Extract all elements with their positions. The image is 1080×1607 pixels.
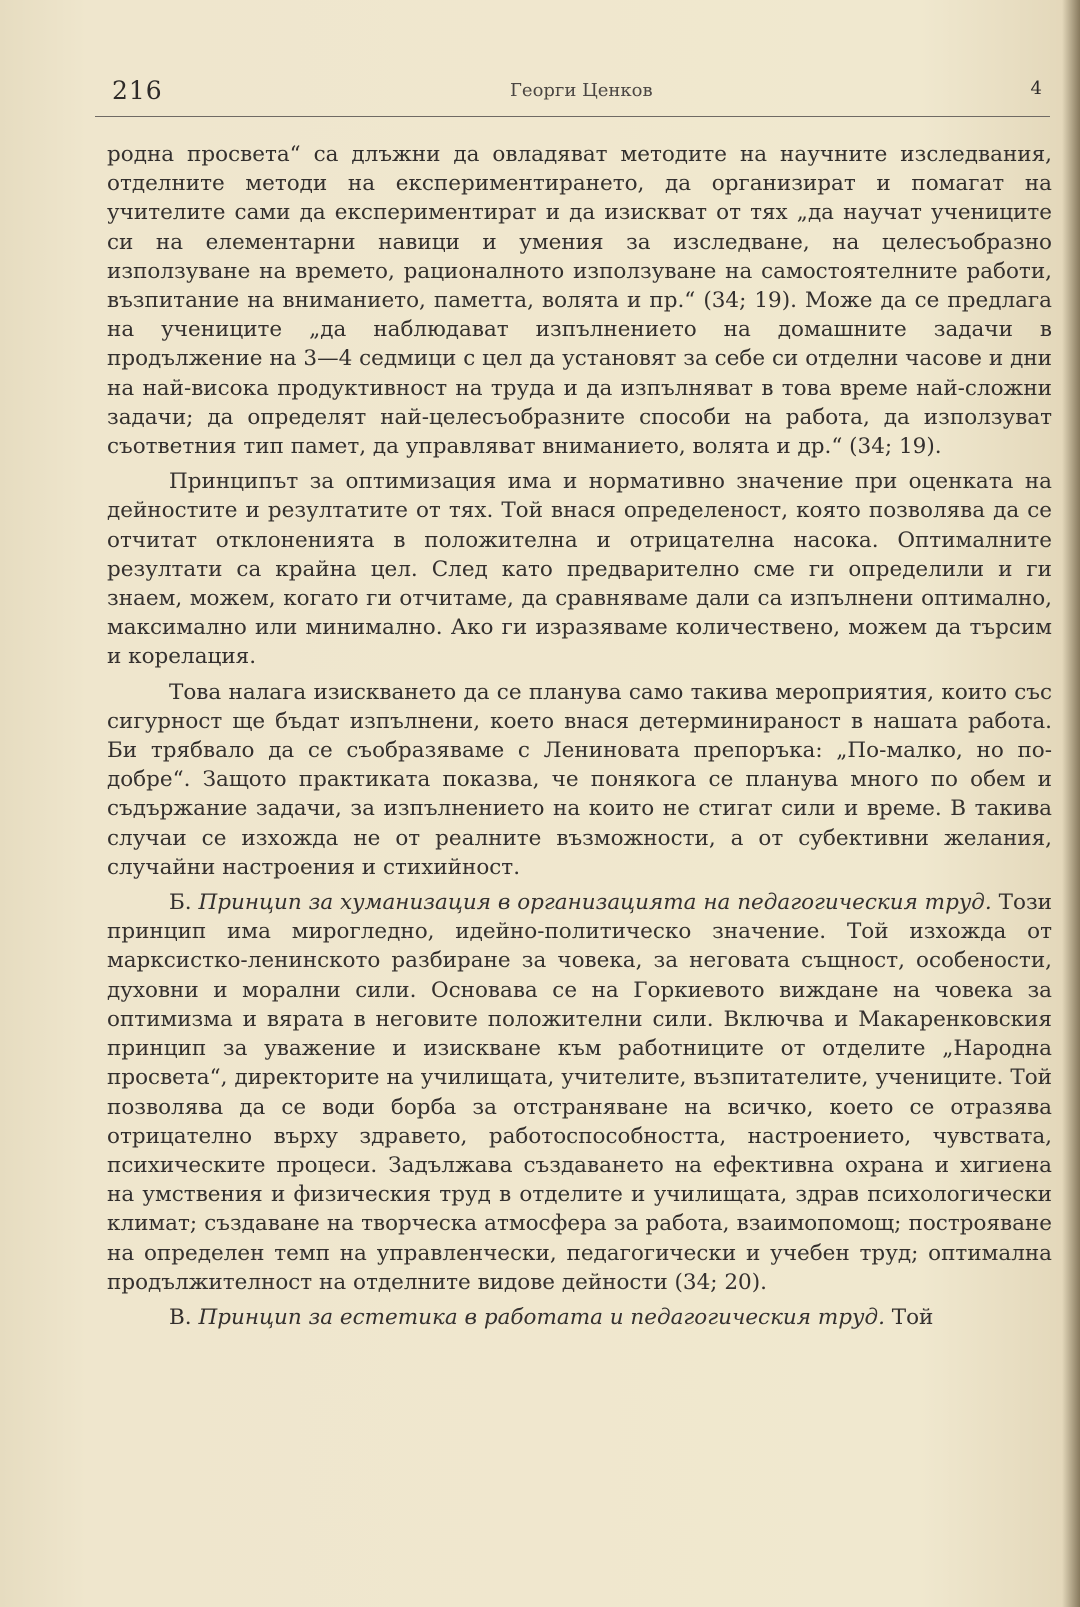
paragraph-4 (107, 888, 1052, 1297)
paragraph-3-text: Това налага изискването да се планува само такива мероприятия, които със сигурност ще бъдат изпълнени, което внася детерминираност в нашата работа. Би трябвало да се съобразяваме с Лениновата препоръка: „По-малко, но по-добре“. Защото практиката показва, че понякога се планува много по обем и съдържание задачи, за изпълнението на които не стигат сили и време. В такива случаи се изхожда не от реалните възможности, а от субективни желания, случайни настроения и стихийност. (107, 679, 1052, 880)
running-header (112, 72, 1056, 112)
page-edge-shadow (1062, 0, 1080, 1607)
paragraph-1-text: родна просвета“ са длъжни да овладяват методите на научните изследвания, отделните методи на експериментирането, да организират и помагат на учителите сами да експериментират и да изискват от тях „да научат учениците си на елементарни навици и умения за изследване, на целесъобразно използуване на времето, рационалното използуване на самостоятелните работи, възпитание на вниманието, паметта, волята и пр.“ (34; 19). Може да се предлага на учениците „да наблюдават изпълнението на домашните задачи в продължение на 3—4 седмици с цел да установят за себе си отделни часове и дни на най-висока продуктивност на труда и да изпълняват в това време най-сложни задачи; да определят най-целесъобразните способи на работа, да използуват съответния тип памет, да управляват вниманието, волята и др.“ (34; 19). (107, 142, 1052, 460)
header-rule (95, 116, 1050, 117)
paragraph-4-heading: Принцип за хуманизация в организацията на педагогическия труд. (198, 890, 992, 916)
paragraph-5-lead: В. (169, 1304, 199, 1330)
paragraph-4-lead: Б. (169, 890, 199, 916)
paragraph-5-heading: Принцип за естетика в работата и педагогическия труд. (198, 1304, 885, 1330)
paragraph-2-text: Принципът за оптимизация има и нормативно значение при оценката на дейностите и резултатите от тях. Той внася определеност, която позволява да се отчитат отклоненията в положителна и отрицателна насока. Оптималните резултати са крайна цел. След като предварително сме ги определили и ги знаем, можем, когато ги отчитаме, да сравняваме дали са изпълнени оптимално, максимално или минимално. Ако ги изразяваме количествено, можем да търсим и корелация. (107, 469, 1052, 670)
paragraph-3 (107, 678, 1052, 882)
page-number: 216 (112, 76, 163, 105)
header-mark: 4 (1030, 78, 1042, 99)
paragraph-2 (107, 467, 1052, 671)
paragraph-4-text: Този принцип има мирогледно, идейно-политическо значение. Той изхожда от марксистко-ленинското разбиране за човека, за неговата същност, особености, духовни и морални сили. Основава се на Горкиевото виждане на човека за оптимизма и вярата в неговите положителни сили. Включва и Макаренковския принцип за уважение и изискване към работниците от отделите „Народна просвета“, директорите на училищата, учителите, възпитателите, учениците. Той позволява да се води борба за отстраняване на всичко, което се отразява отрицателно върху здравето, работоспособността, настроението, чувствата, психическите процеси. Задължава създаването на ефективна охрана и хигиена на умствения и физическия труд в отделите и училищата, здрав психологически климат; създаване на творческа атмосфера за работа, взаимопомощ; построяване на определен темп на управленчески, педагогически и учебен труд; оптимална продължителност на отделните видове дейности (34; 20). (107, 890, 1053, 1295)
paragraph-1 (107, 140, 1052, 461)
body-text (107, 140, 1052, 1338)
paragraph-5-text: Той (884, 1304, 934, 1330)
running-head-author: Георги Ценков (510, 80, 653, 101)
paragraph-5 (107, 1303, 1052, 1332)
